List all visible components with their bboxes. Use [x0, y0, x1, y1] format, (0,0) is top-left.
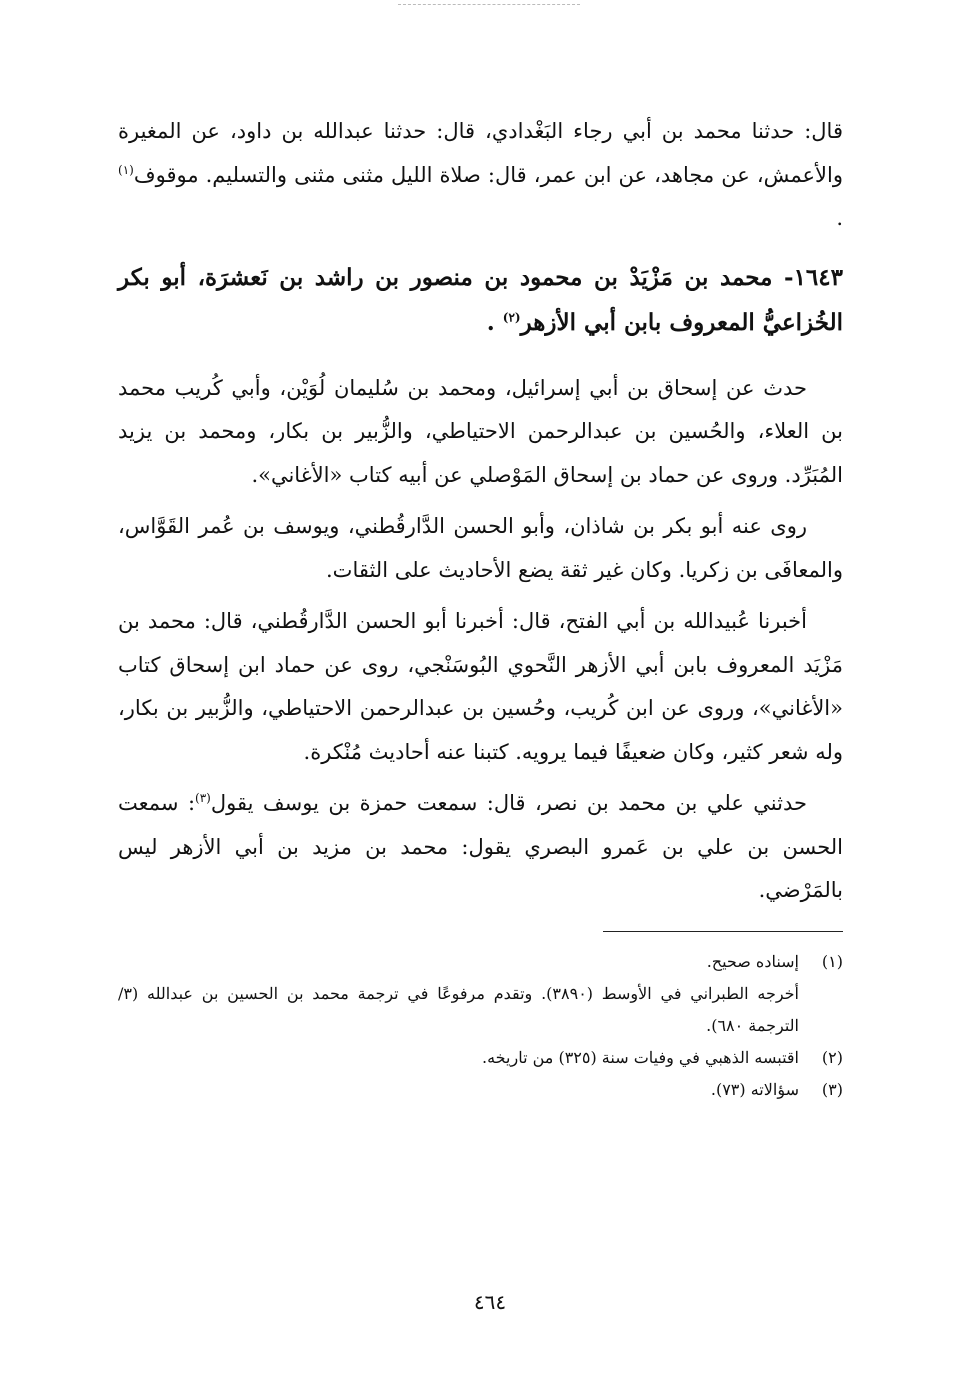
footnote-ref-2: (٢)	[502, 309, 521, 324]
paragraph-2: حدث عن إسحاق بن أبي إسرائيل، ومحمد بن سُليمان لُوَيْن، وأبي كُريب محمد بن العلاء، والحُسين بن عبدالرحمن الاحتياطي، والزُّبير بن بكار، ومحمد بن يزيد المُبَرِّد. وروى عن حماد بن إسحاق المَوْصلي عن أبيه كتاب «الأغاني».	[118, 375, 843, 487]
footnote-separator	[603, 931, 843, 932]
entry-heading-end: .	[486, 308, 495, 336]
footnotes	[118, 946, 843, 1106]
footnote-text: إسناده صحيح.	[706, 951, 799, 971]
footnote-2	[118, 1042, 843, 1074]
entry-heading-text: ١٦٤٣- محمد بن مَزْيَدْ بن محمود بن منصور بن راشد بن نَعشرَة، أبو بكر الخُزاعيُّ المعروف بابن أبي الأزهر	[118, 263, 843, 336]
footnote-3	[118, 1074, 843, 1106]
footnote-number: (١)	[821, 951, 843, 971]
paragraph-1-text: قال: حدثنا محمد بن أبي رجاء البَغْدادي، قال: حدثنا عبدالله بن داود، عن المغيرة والأعمش، عن مجاهد، عن ابن عمر، قال: صلاة الليل مثنى مثنى والتسليم. موقوف	[118, 119, 843, 187]
paragraph-4: أخبرنا عُبيدالله بن أبي الفتح، قال: أخبرنا أبو الحسن الدَّارقُطني، قال: محمد بن مَزْيَد المعروف بابن أبي الأزهر النَّحوي البُوسَنْجي، روى عن حماد ابن إسحاق كتاب «الأغاني»، وروى عن ابن كُريب، وحُسين بن عبدالرحمن الاحتياطي، والزُّبير بن بكار، وله شعر كثير، وكان ضعيفًا فيما يرويه. كتبنا عنه أحاديث مُنْكرة.	[118, 609, 843, 764]
paragraph-1-end: .	[836, 206, 843, 230]
page-body	[118, 110, 843, 1106]
top-rule	[398, 4, 580, 5]
footnote-text: اقتبسه الذهبي في وفيات سنة (٣٢٥) من تاريخه.	[482, 1047, 799, 1067]
paragraph-3: روى عنه أبو بكر بن شاذان، وأبو الحسن الدَّارقُطني، ويوسف بن عُمر القَوَّاس، والمعافَى بن زكريا. وكان غير ثقة يضع الأحاديث على الثقات.	[118, 514, 843, 582]
paragraph-5	[118, 782, 843, 913]
entry-heading	[118, 255, 843, 345]
footnote-number: (٣)	[821, 1079, 843, 1099]
paragraph-5-text: حدثني علي بن محمد بن نصر، قال: سمعت حمزة بن يوسف يقول	[210, 791, 807, 815]
footnote-1-continued: أخرجه الطبراني في الأوسط (٣٨٩٠). وتقدم مرفوعًا في ترجمة محمد بن الحسين بن عبدالله (٣/ الترجمة ٦٨٠).	[118, 983, 800, 1035]
footnote-ref-3: (٣)	[195, 791, 211, 805]
footnote-text: سؤالاته (٧٣).	[710, 1079, 799, 1099]
paragraph-5-rest: : سمعت الحسن بن علي بن عَمرو البصري يقول: محمد بن مزيد بن أبي الأزهر ليس بالمَرْضي.	[118, 791, 843, 902]
paragraph-1	[118, 110, 843, 241]
page-number: ٤٦٤	[473, 1290, 507, 1314]
footnote-1	[118, 946, 843, 978]
footnote-ref-1: (١)	[118, 162, 134, 177]
footnote-number: (٢)	[821, 1047, 843, 1067]
